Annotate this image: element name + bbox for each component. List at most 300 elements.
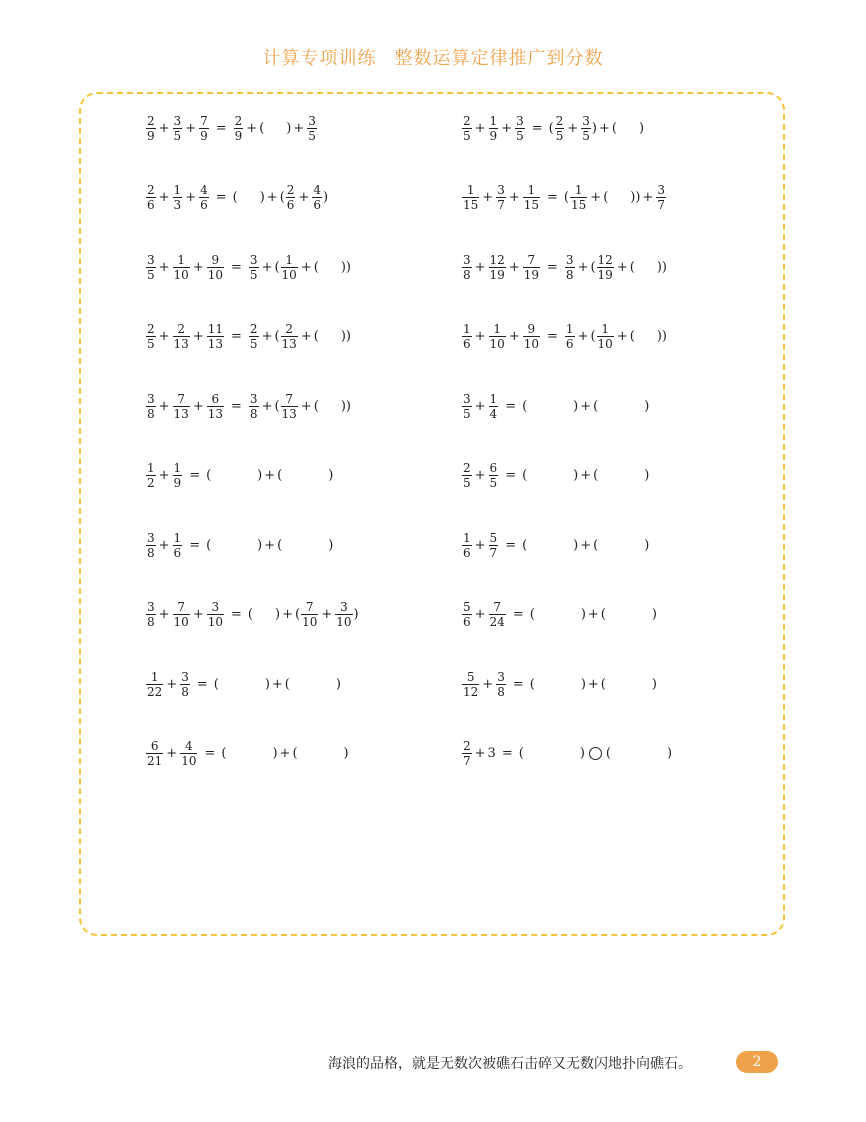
numerator: 3 xyxy=(463,252,471,267)
paren-text: ) xyxy=(644,398,650,414)
paren-text: ( xyxy=(313,259,319,275)
problem-19 xyxy=(145,734,349,774)
problem-6 xyxy=(461,247,667,287)
plus-operator: + xyxy=(474,398,486,414)
plus-operator: + xyxy=(474,746,486,761)
fraction xyxy=(207,393,224,420)
fraction xyxy=(523,184,540,211)
denominator: 8 xyxy=(497,684,505,699)
paren-text: ( xyxy=(629,329,635,344)
denominator: 13 xyxy=(207,337,224,351)
numerator: 1 xyxy=(147,461,155,475)
numerator: 1 xyxy=(150,669,159,684)
paren-text: ( xyxy=(206,537,212,553)
fraction xyxy=(180,740,197,767)
fraction xyxy=(281,254,298,281)
denominator: 22 xyxy=(147,684,163,699)
paren-text: ( xyxy=(629,259,635,275)
fraction xyxy=(146,601,156,628)
fraction xyxy=(462,601,472,628)
fraction xyxy=(489,393,499,420)
numerator: 1 xyxy=(173,461,182,475)
paren-text: ) xyxy=(573,398,579,414)
paren-text: ) xyxy=(580,607,586,622)
fraction xyxy=(207,601,224,628)
denominator: 10 xyxy=(173,615,189,629)
fraction xyxy=(180,671,190,698)
numerator: 1 xyxy=(463,322,471,336)
plus-operator: + xyxy=(279,746,291,761)
paren-text: ) xyxy=(335,676,341,692)
plus-operator: + xyxy=(192,259,204,275)
numerator: 7 xyxy=(177,391,185,406)
numerator: 6 xyxy=(489,461,498,475)
denominator: 9 xyxy=(173,476,182,490)
equals-sign: = xyxy=(512,676,524,692)
paren-text: ( xyxy=(590,259,596,275)
fraction xyxy=(199,184,209,211)
denominator: 24 xyxy=(489,615,505,629)
numerator: 3 xyxy=(249,391,258,406)
paren-text: ) xyxy=(259,190,265,205)
fraction xyxy=(656,184,666,211)
numerator: 2 xyxy=(249,322,258,336)
problem-5 xyxy=(145,247,351,287)
paren-text: ( xyxy=(529,607,535,622)
fraction xyxy=(146,462,156,489)
page-title xyxy=(0,44,866,70)
fraction xyxy=(462,254,472,281)
plus-operator: + xyxy=(300,329,312,344)
denominator: 6 xyxy=(286,198,295,212)
plus-operator: + xyxy=(158,468,170,483)
paren-text: )) xyxy=(630,190,641,205)
numerator: 1 xyxy=(285,252,293,267)
denominator: 5 xyxy=(463,476,471,490)
numerator: 1 xyxy=(574,183,583,197)
plus-operator: + xyxy=(474,468,486,483)
equals-sign: = xyxy=(531,120,543,136)
equals-sign: = xyxy=(189,468,201,483)
paren-text: ) xyxy=(322,190,329,205)
numerator: 7 xyxy=(527,252,536,267)
equals-sign: = xyxy=(547,329,558,344)
numerator: 1 xyxy=(565,322,574,336)
title-topic: 计算专项训练 xyxy=(262,48,377,69)
denominator: 5 xyxy=(582,128,590,143)
plus-operator: + xyxy=(598,120,610,136)
plus-operator: + xyxy=(508,190,520,205)
paren-text: )) xyxy=(340,329,351,344)
equals-sign: = xyxy=(189,537,201,553)
problem-13 xyxy=(145,525,333,565)
equals-sign: = xyxy=(231,259,242,275)
fraction xyxy=(489,462,499,489)
paren-text: ) xyxy=(579,746,585,761)
denominator: 6 xyxy=(463,545,471,560)
problem-9 xyxy=(145,386,351,426)
numerator: 5 xyxy=(463,600,471,614)
numerator: 2 xyxy=(286,183,295,197)
denominator: 13 xyxy=(207,406,224,421)
denominator: 7 xyxy=(657,198,665,212)
operator-circle-blank[interactable] xyxy=(589,747,602,760)
fraction xyxy=(570,184,587,211)
paren-text: ) xyxy=(638,120,645,136)
denominator: 19 xyxy=(489,267,505,282)
plus-operator: + xyxy=(166,676,178,692)
fraction xyxy=(173,323,190,350)
paren-text: ) xyxy=(573,537,579,553)
equals-sign: = xyxy=(215,120,227,136)
paren-text: )) xyxy=(340,259,351,275)
numerator: 2 xyxy=(147,113,155,128)
fraction xyxy=(249,323,259,350)
fraction xyxy=(281,393,298,420)
paren-text: ( xyxy=(274,398,280,414)
fraction xyxy=(555,115,565,142)
numerator: 1 xyxy=(489,391,498,406)
numerator: 1 xyxy=(493,322,501,336)
paren-text: ( xyxy=(279,190,285,205)
plus-operator: + xyxy=(474,120,486,136)
numerator: 3 xyxy=(211,600,220,614)
denominator: 5 xyxy=(489,476,498,490)
fraction xyxy=(523,323,540,350)
problem-7 xyxy=(145,317,351,357)
paren-text: ( xyxy=(593,537,599,553)
fraction xyxy=(489,115,499,142)
plus-operator: + xyxy=(508,329,520,344)
fraction xyxy=(597,254,614,281)
numerator: 3 xyxy=(147,530,155,545)
denominator: 8 xyxy=(147,545,155,560)
paren-text: ) xyxy=(257,468,263,483)
numerator: 3 xyxy=(249,252,258,267)
plus-operator: + xyxy=(158,607,170,622)
paren-text: ( xyxy=(611,120,617,136)
plus-operator: + xyxy=(300,398,312,414)
plus-operator: + xyxy=(264,468,276,483)
paren-text: ( xyxy=(313,398,319,414)
fraction xyxy=(173,184,183,211)
equals-sign: = xyxy=(505,537,517,553)
plus-operator: + xyxy=(590,190,602,205)
fraction xyxy=(173,601,190,628)
paren-text: ( xyxy=(213,676,219,692)
fraction xyxy=(286,184,296,211)
numerator: 3 xyxy=(308,113,316,128)
fraction xyxy=(496,184,506,211)
paren-text: ) xyxy=(651,607,657,622)
denominator: 6 xyxy=(200,198,208,212)
paren-text: ) xyxy=(257,537,263,553)
fraction xyxy=(146,184,156,211)
fraction xyxy=(489,601,506,628)
numerator: 2 xyxy=(285,322,293,336)
denominator: 10 xyxy=(302,615,318,629)
page-number-badge: 2 xyxy=(736,1051,778,1073)
numerator: 9 xyxy=(527,322,536,336)
fraction xyxy=(462,323,472,350)
paren-text: ( xyxy=(593,398,599,414)
fraction xyxy=(312,184,322,211)
plus-operator: + xyxy=(587,676,599,692)
plus-operator: + xyxy=(321,607,333,622)
numerator: 2 xyxy=(463,461,471,475)
denominator: 19 xyxy=(597,267,613,282)
denominator: 19 xyxy=(523,267,540,282)
numerator: 3 xyxy=(340,600,348,614)
denominator: 12 xyxy=(463,684,479,699)
numerator: 1 xyxy=(466,183,475,197)
plus-operator: + xyxy=(192,398,204,414)
exercise-frame xyxy=(79,92,785,936)
numerator: 2 xyxy=(147,183,155,197)
paren-text: ( xyxy=(206,468,212,483)
denominator: 6 xyxy=(463,337,471,351)
numerator: 7 xyxy=(285,391,293,406)
numerator: 3 xyxy=(181,669,189,684)
equals-sign: = xyxy=(505,398,517,414)
title-subtopic: 整数运算定律推广到分数 xyxy=(394,48,604,69)
denominator: 5 xyxy=(249,267,258,282)
numerator: 3 xyxy=(147,600,155,614)
numerator: 4 xyxy=(185,739,193,753)
paren-text: ( xyxy=(529,676,535,692)
numerator: 6 xyxy=(150,739,159,753)
plus-operator: + xyxy=(158,259,170,275)
fraction xyxy=(489,254,506,281)
numerator: 12 xyxy=(489,252,505,267)
paren-text: ( xyxy=(221,746,227,761)
paren-text: ) xyxy=(275,607,281,622)
fraction xyxy=(489,532,499,559)
denominator: 8 xyxy=(565,267,574,282)
denominator: 15 xyxy=(523,198,540,212)
paren-text: )) xyxy=(340,398,351,414)
plus-operator: + xyxy=(282,607,293,622)
denominator: 3 xyxy=(173,198,182,212)
fraction xyxy=(249,393,259,420)
equals-sign: = xyxy=(547,259,558,275)
equals-sign: = xyxy=(231,398,242,414)
paren-text: ) xyxy=(644,468,650,483)
fraction xyxy=(581,115,591,142)
denominator: 15 xyxy=(571,198,587,212)
denominator: 8 xyxy=(147,615,155,629)
equals-sign: = xyxy=(501,746,513,761)
paren-text: ) xyxy=(286,120,292,136)
plus-operator: + xyxy=(185,120,197,136)
denominator: 9 xyxy=(200,128,208,143)
denominator: 7 xyxy=(463,754,471,768)
fraction xyxy=(173,462,183,489)
denominator: 8 xyxy=(147,406,155,421)
paren-text: ( xyxy=(522,468,528,483)
denominator: 10 xyxy=(281,267,297,282)
plus-operator: + xyxy=(261,398,273,414)
numerator: 3 xyxy=(147,391,155,406)
footer-motto: 海浪的品格，就是无数次被礁石击碎又无数闪地扑向礁石。 xyxy=(328,1056,692,1072)
numerator: 5 xyxy=(466,669,475,684)
plus-operator: + xyxy=(192,329,204,344)
paren-text: ) xyxy=(580,676,586,692)
problem-3 xyxy=(145,178,328,218)
denominator: 5 xyxy=(463,128,471,143)
plus-operator: + xyxy=(293,120,305,136)
paren-text: ( xyxy=(518,746,524,761)
plus-operator: + xyxy=(158,398,170,414)
plus-operator: + xyxy=(474,537,486,553)
fraction xyxy=(565,323,575,350)
problem-17 xyxy=(145,664,341,704)
problem-2 xyxy=(461,108,644,148)
denominator: 6 xyxy=(565,337,574,351)
plus-operator: + xyxy=(261,329,273,344)
numerator: 2 xyxy=(555,113,564,128)
denominator: 21 xyxy=(147,754,163,768)
paren-text: ) xyxy=(591,120,597,136)
paren-text: ( xyxy=(548,120,554,136)
numerator: 3 xyxy=(147,252,155,267)
equals-sign: = xyxy=(231,329,242,344)
denominator: 8 xyxy=(463,267,471,282)
equals-sign: = xyxy=(512,607,524,622)
paren-text: ( xyxy=(522,537,528,553)
numerator: 3 xyxy=(657,183,665,197)
paren-text: ( xyxy=(522,398,528,414)
plus-operator: + xyxy=(577,329,589,344)
paren-text: ( xyxy=(277,468,283,483)
numerator: 3 xyxy=(516,113,524,128)
denominator: 10 xyxy=(173,267,189,282)
fraction xyxy=(462,740,472,767)
plus-operator: + xyxy=(567,120,579,136)
paren-text: ) xyxy=(573,468,579,483)
numerator: 1 xyxy=(601,322,609,336)
plus-operator: + xyxy=(271,676,283,692)
denominator: 10 xyxy=(207,267,224,282)
paren-text: ( xyxy=(313,329,319,344)
paren-text: )) xyxy=(656,259,667,275)
numerator: 7 xyxy=(493,600,501,614)
numerator: 2 xyxy=(463,739,471,753)
plus-operator: + xyxy=(266,190,278,205)
paren-text: ) xyxy=(328,468,334,483)
numerator: 12 xyxy=(597,252,613,267)
fraction xyxy=(523,254,540,281)
denominator: 10 xyxy=(597,337,613,351)
plus-operator: + xyxy=(158,329,170,344)
paren-text: ( xyxy=(600,676,606,692)
plus-operator: + xyxy=(192,607,204,622)
problem-4 xyxy=(461,178,667,218)
numerator: 2 xyxy=(234,113,243,128)
plus-operator: + xyxy=(501,120,513,136)
numerator: 6 xyxy=(211,391,220,406)
paren-text: ) xyxy=(644,537,650,553)
paren-text: ) xyxy=(272,746,278,761)
fraction xyxy=(146,254,156,281)
denominator: 4 xyxy=(489,406,498,421)
paren-text: ( xyxy=(563,190,569,205)
problem-16 xyxy=(461,595,657,635)
numerator: 1 xyxy=(463,530,471,545)
plus-operator: + xyxy=(587,607,599,622)
denominator: 10 xyxy=(523,337,540,351)
denominator: 5 xyxy=(516,128,524,143)
plus-operator: + xyxy=(482,190,494,205)
denominator: 13 xyxy=(173,337,189,351)
denominator: 5 xyxy=(308,128,316,143)
denominator: 10 xyxy=(336,615,352,629)
paren-text: ( xyxy=(294,607,301,622)
paren-text: ( xyxy=(284,676,290,692)
fraction xyxy=(489,323,506,350)
fraction xyxy=(462,671,479,698)
plus-operator: + xyxy=(158,537,170,553)
equals-sign: = xyxy=(505,468,517,483)
plus-operator: + xyxy=(166,746,178,761)
fraction xyxy=(462,115,472,142)
numerator: 7 xyxy=(200,113,208,128)
plus-operator: + xyxy=(508,259,520,275)
numerator: 3 xyxy=(582,113,590,128)
paren-text: ( xyxy=(292,746,298,761)
fraction xyxy=(515,115,525,142)
fraction xyxy=(146,532,156,559)
fraction xyxy=(146,115,156,142)
fraction xyxy=(207,323,224,350)
denominator: 6 xyxy=(313,198,321,212)
denominator: 13 xyxy=(173,406,189,421)
fraction xyxy=(281,323,298,350)
plus-operator: + xyxy=(264,537,276,553)
paren-text: ) xyxy=(343,746,349,761)
fraction xyxy=(462,393,472,420)
fraction xyxy=(496,671,506,698)
fraction xyxy=(335,601,352,628)
numerator: 9 xyxy=(211,252,220,267)
denominator: 10 xyxy=(207,615,224,629)
equals-sign: = xyxy=(547,190,558,205)
paren-text: 3 xyxy=(487,746,496,761)
fraction xyxy=(146,323,156,350)
numerator: 11 xyxy=(207,322,224,336)
denominator: 5 xyxy=(147,267,155,282)
plus-operator: + xyxy=(261,259,273,275)
paren-text: ( xyxy=(277,537,283,553)
fraction xyxy=(146,393,156,420)
fraction xyxy=(565,254,575,281)
plus-operator: + xyxy=(577,259,589,275)
plus-operator: + xyxy=(474,607,486,622)
denominator: 8 xyxy=(181,684,189,699)
numerator: 3 xyxy=(497,183,505,197)
plus-operator: + xyxy=(158,120,170,136)
paren-text: ( xyxy=(590,329,596,344)
paren-text: ) xyxy=(353,607,359,622)
paren-text: ) xyxy=(328,537,334,553)
denominator: 5 xyxy=(147,337,155,351)
numerator: 3 xyxy=(463,391,471,406)
problem-18 xyxy=(461,664,657,704)
denominator: 5 xyxy=(249,337,258,351)
fraction xyxy=(597,323,614,350)
problem-20 xyxy=(461,734,672,774)
denominator: 5 xyxy=(463,406,471,421)
